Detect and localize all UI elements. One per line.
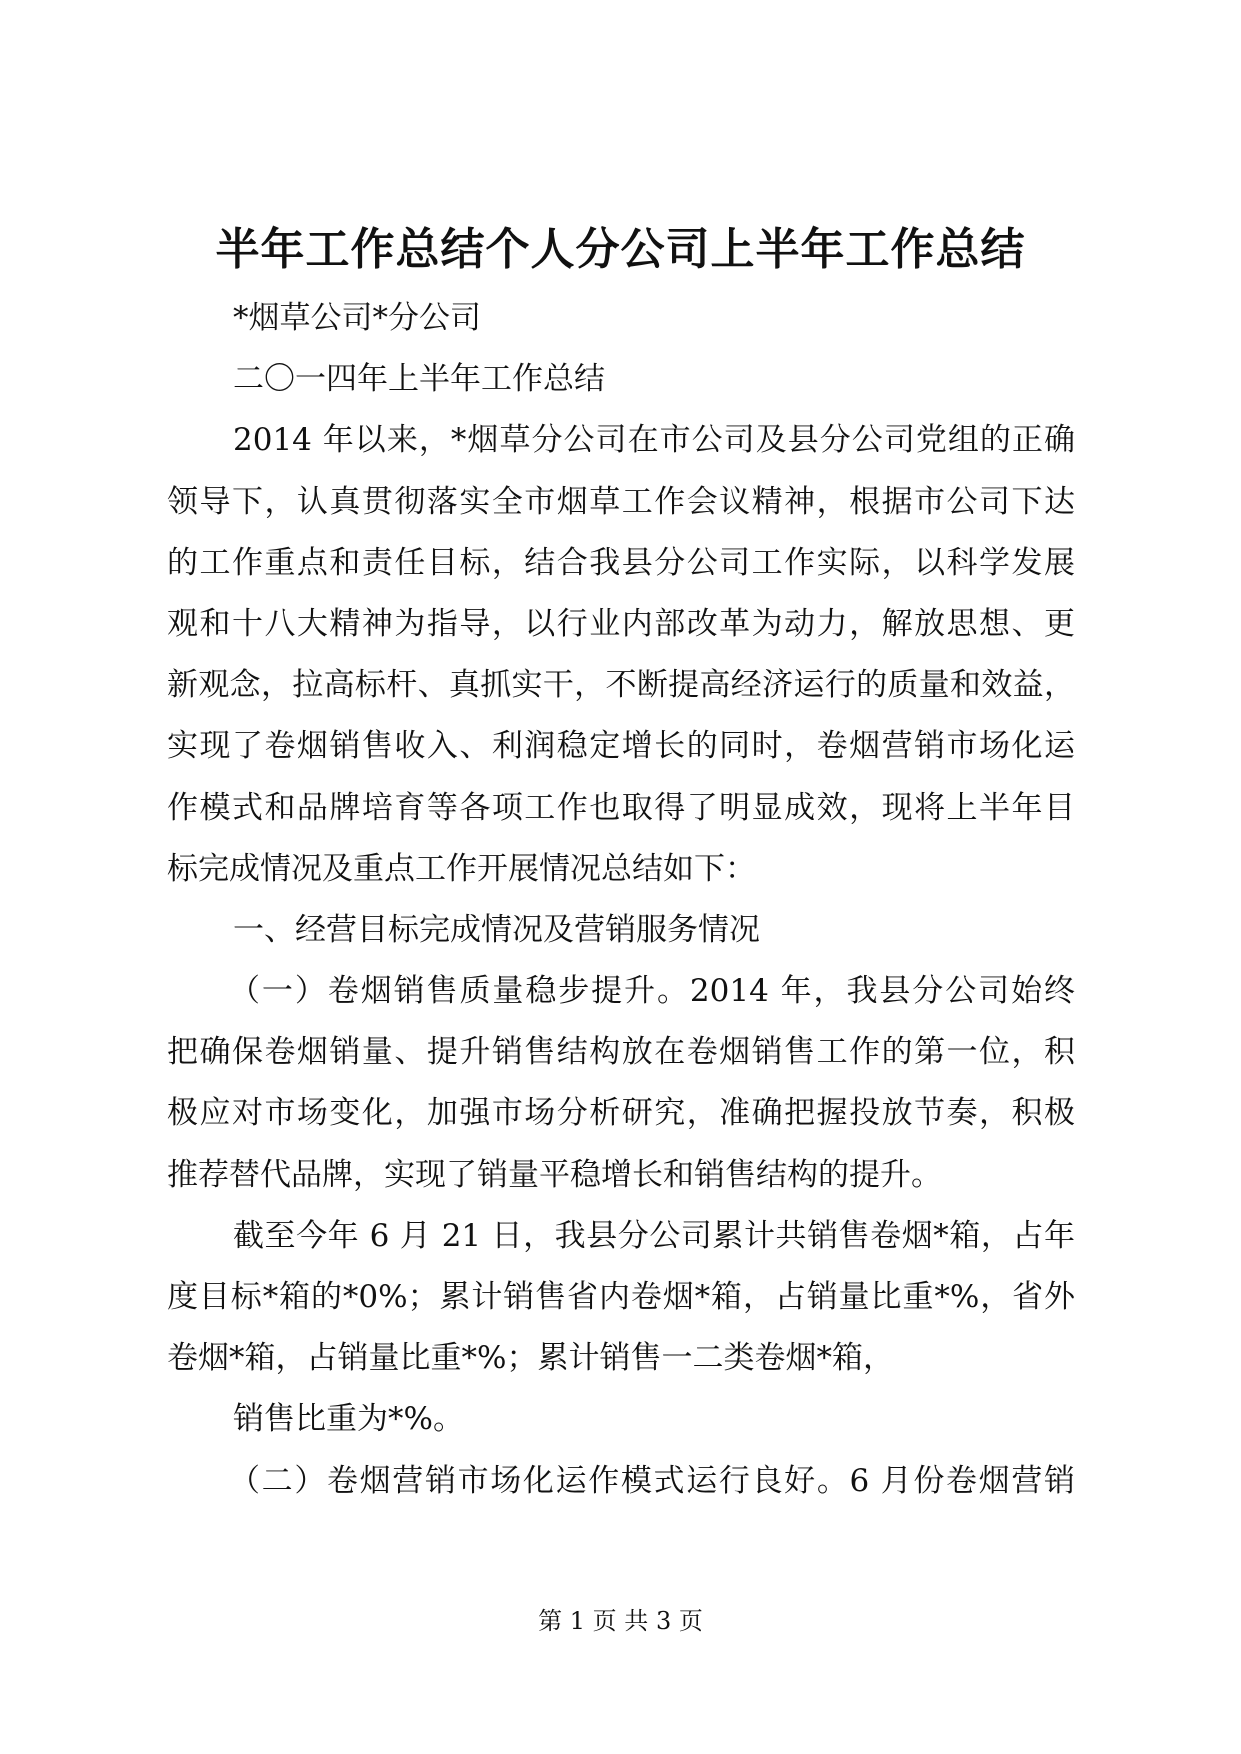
paragraph-line: 2014 年以来，*烟草分公司在市公司及县分公司党组的正确 [233, 422, 1075, 459]
document-title: 半年工作总结个人分公司上半年工作总结 [215, 224, 1026, 275]
paragraph-line: 作模式和品牌培育等各项工作也取得了明显成效，现将上半年目 [167, 789, 1075, 826]
paragraph-line: 极应对市场变化，加强市场分析研究，准确把握投放节奏，积极 [167, 1095, 1075, 1132]
paragraph-line: （一）卷烟销售质量稳步提升。2014 年，我县分公司始终 [229, 973, 1075, 1010]
paragraph-line: 把确保卷烟销量、提升销售结构放在卷烟销售工作的第一位，积 [167, 1034, 1075, 1071]
paragraph-line: 销售比重为*%。 [233, 1401, 464, 1438]
paragraph-line: 实现了卷烟销售收入、利润稳定增长的同时，卷烟营销市场化运 [167, 728, 1075, 765]
paragraph-line: 观和十八大精神为指导，以行业内部改革为动力，解放思想、更 [167, 605, 1075, 642]
paragraph-line: 截至今年 6 月 21 日，我县分公司累计共销售卷烟*箱，占年 [233, 1217, 1075, 1254]
paragraph-line: 的工作重点和责任目标，结合我县分公司工作实际，以科学发展 [167, 544, 1075, 581]
document-body [167, 288, 1075, 1512]
subtitle-line: 二〇一四年上半年工作总结 [233, 361, 605, 398]
paragraph-line: 标完成情况及重点工作开展情况总结如下： [167, 850, 756, 887]
paragraph-line: 度目标*箱的*0%；累计销售省内卷烟*箱，占销量比重*%，省外 [167, 1279, 1075, 1315]
paragraph-line: 新观念，拉高标杆、真抓实干，不断提高经济运行的质量和效益， [167, 667, 1075, 704]
company-line: *烟草公司*分公司 [233, 300, 481, 336]
section-heading: 一、经营目标完成情况及营销服务情况 [233, 911, 760, 948]
paragraph-line: （二）卷烟营销市场化运作模式运行良好。6 月份卷烟营销 [229, 1462, 1075, 1499]
paragraph-line: 卷烟*箱，占销量比重*%；累计销售一二类卷烟*箱， [167, 1340, 894, 1377]
paragraph-line: 推荐替代品牌，实现了销量平稳增长和销售结构的提升。 [167, 1156, 942, 1193]
page-footer: 第 1 页 共 3 页 [538, 1607, 703, 1635]
paragraph-line: 领导下，认真贯彻落实全市烟草工作会议精神，根据市公司下达 [167, 483, 1075, 520]
